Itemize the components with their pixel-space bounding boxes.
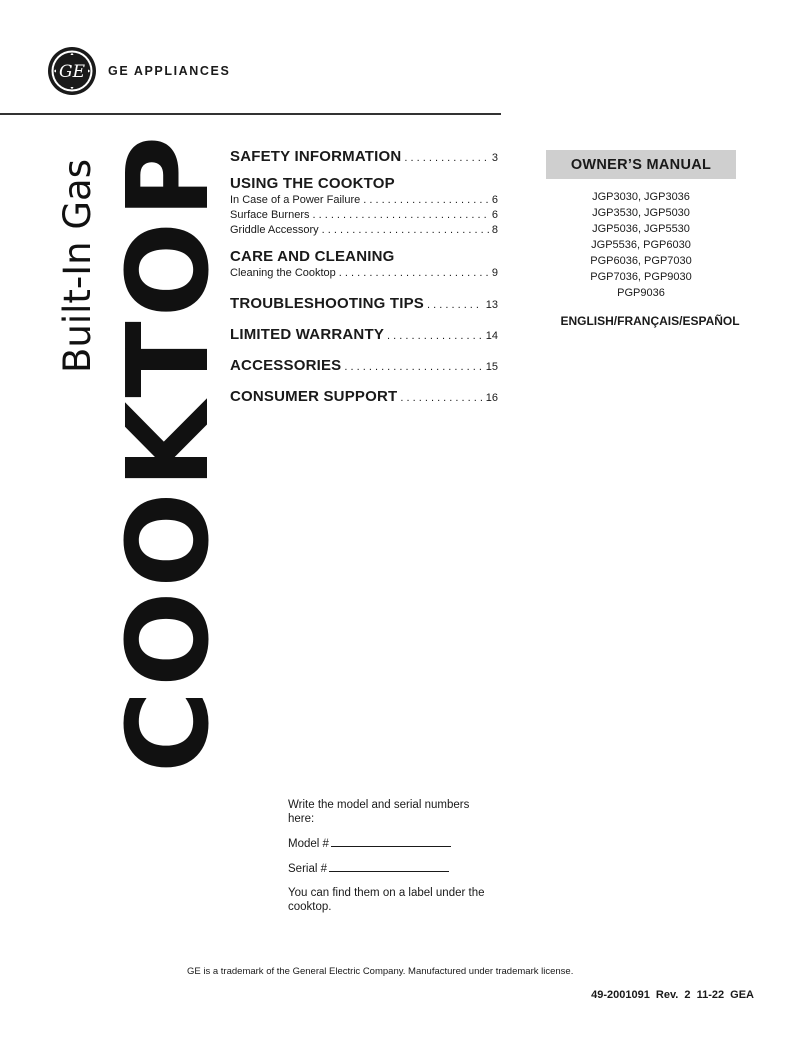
- brand-name: GE APPLIANCES: [108, 64, 231, 78]
- toc-leader: [427, 299, 483, 311]
- toc-label: In Case of a Power Failure: [230, 194, 361, 206]
- trademark-notice: GE is a trademark of the General Electric Company. Manufactured under trademark license.: [187, 966, 574, 977]
- toc-troubleshooting: [230, 295, 498, 312]
- model-line: PGP9036: [617, 287, 665, 299]
- toc-page: 8: [491, 224, 498, 236]
- toc-leader: [312, 208, 488, 223]
- toc-leader: [344, 361, 482, 373]
- toc-heading: CARE AND CLEANING: [230, 248, 395, 265]
- toc-leader: [387, 330, 483, 342]
- model-line: JGP3030, JGP3036: [592, 191, 690, 203]
- document-number: 49-2001091 Rev. 2 11-22 GEA: [591, 989, 754, 1001]
- toc-page: 15: [485, 361, 498, 373]
- toc-page: 3: [491, 152, 498, 164]
- toc-leader: [322, 223, 489, 238]
- toc-using: [230, 175, 498, 238]
- serial-field[interactable]: [288, 861, 488, 876]
- serial-label: Serial #: [288, 863, 327, 875]
- record-intro: Write the model and serial numbers here:: [288, 799, 470, 825]
- toc-page: 16: [485, 392, 498, 404]
- toc-care: [230, 248, 498, 281]
- svg-text:GE: GE: [59, 62, 85, 82]
- toc-page: 6: [491, 194, 498, 206]
- model-label: Model #: [288, 838, 329, 850]
- table-of-contents: [230, 148, 498, 415]
- toc-warranty: [230, 326, 498, 343]
- model-line: JGP5036, JGP5530: [592, 223, 690, 235]
- toc-label: TROUBLESHOOTING TIPS: [230, 295, 425, 312]
- record-note: You can find them on a label under the cooktop.: [288, 887, 485, 913]
- toc-label: Cleaning the Cooktop: [230, 267, 336, 279]
- toc-label: Griddle Accessory: [230, 224, 319, 236]
- model-blank-line: [331, 836, 451, 847]
- cooktop-title: COOKTOP: [104, 131, 234, 773]
- model-line: JGP5536, PGP6030: [591, 239, 691, 251]
- toc-label: CONSUMER SUPPORT: [230, 388, 398, 405]
- toc-page: 14: [485, 330, 498, 342]
- toc-leader: [404, 152, 488, 164]
- toc-leader: [339, 266, 489, 281]
- ge-logo: [47, 46, 97, 96]
- builtin-gas-title: Built-In Gas: [56, 159, 99, 373]
- toc-label: Surface Burners: [230, 209, 310, 221]
- model-list: [546, 189, 736, 301]
- toc-support: [230, 388, 498, 405]
- toc-accessories: [230, 357, 498, 374]
- toc-label: SAFETY INFORMATION: [230, 148, 402, 165]
- model-line: PGP7036, PGP9030: [590, 271, 692, 283]
- toc-page: 6: [491, 209, 498, 221]
- toc-leader: [363, 193, 489, 208]
- header-divider: [0, 113, 501, 115]
- toc-safety: [230, 148, 498, 165]
- languages: ENGLISH/FRANÇAIS/ESPAÑOL: [560, 314, 740, 328]
- model-line: JGP3530, JGP5030: [592, 207, 690, 219]
- model-serial-record: [288, 798, 488, 924]
- model-line: PGP6036, PGP7030: [590, 255, 692, 267]
- toc-page: 9: [491, 267, 498, 279]
- owners-manual-title: OWNER’S MANUAL: [546, 150, 736, 179]
- toc-label: LIMITED WARRANTY: [230, 326, 385, 343]
- serial-blank-line: [329, 861, 449, 872]
- toc-heading: USING THE COOKTOP: [230, 175, 395, 192]
- toc-page: 13: [485, 299, 498, 311]
- model-field[interactable]: [288, 836, 488, 851]
- toc-label: ACCESSORIES: [230, 357, 342, 374]
- toc-leader: [400, 392, 482, 404]
